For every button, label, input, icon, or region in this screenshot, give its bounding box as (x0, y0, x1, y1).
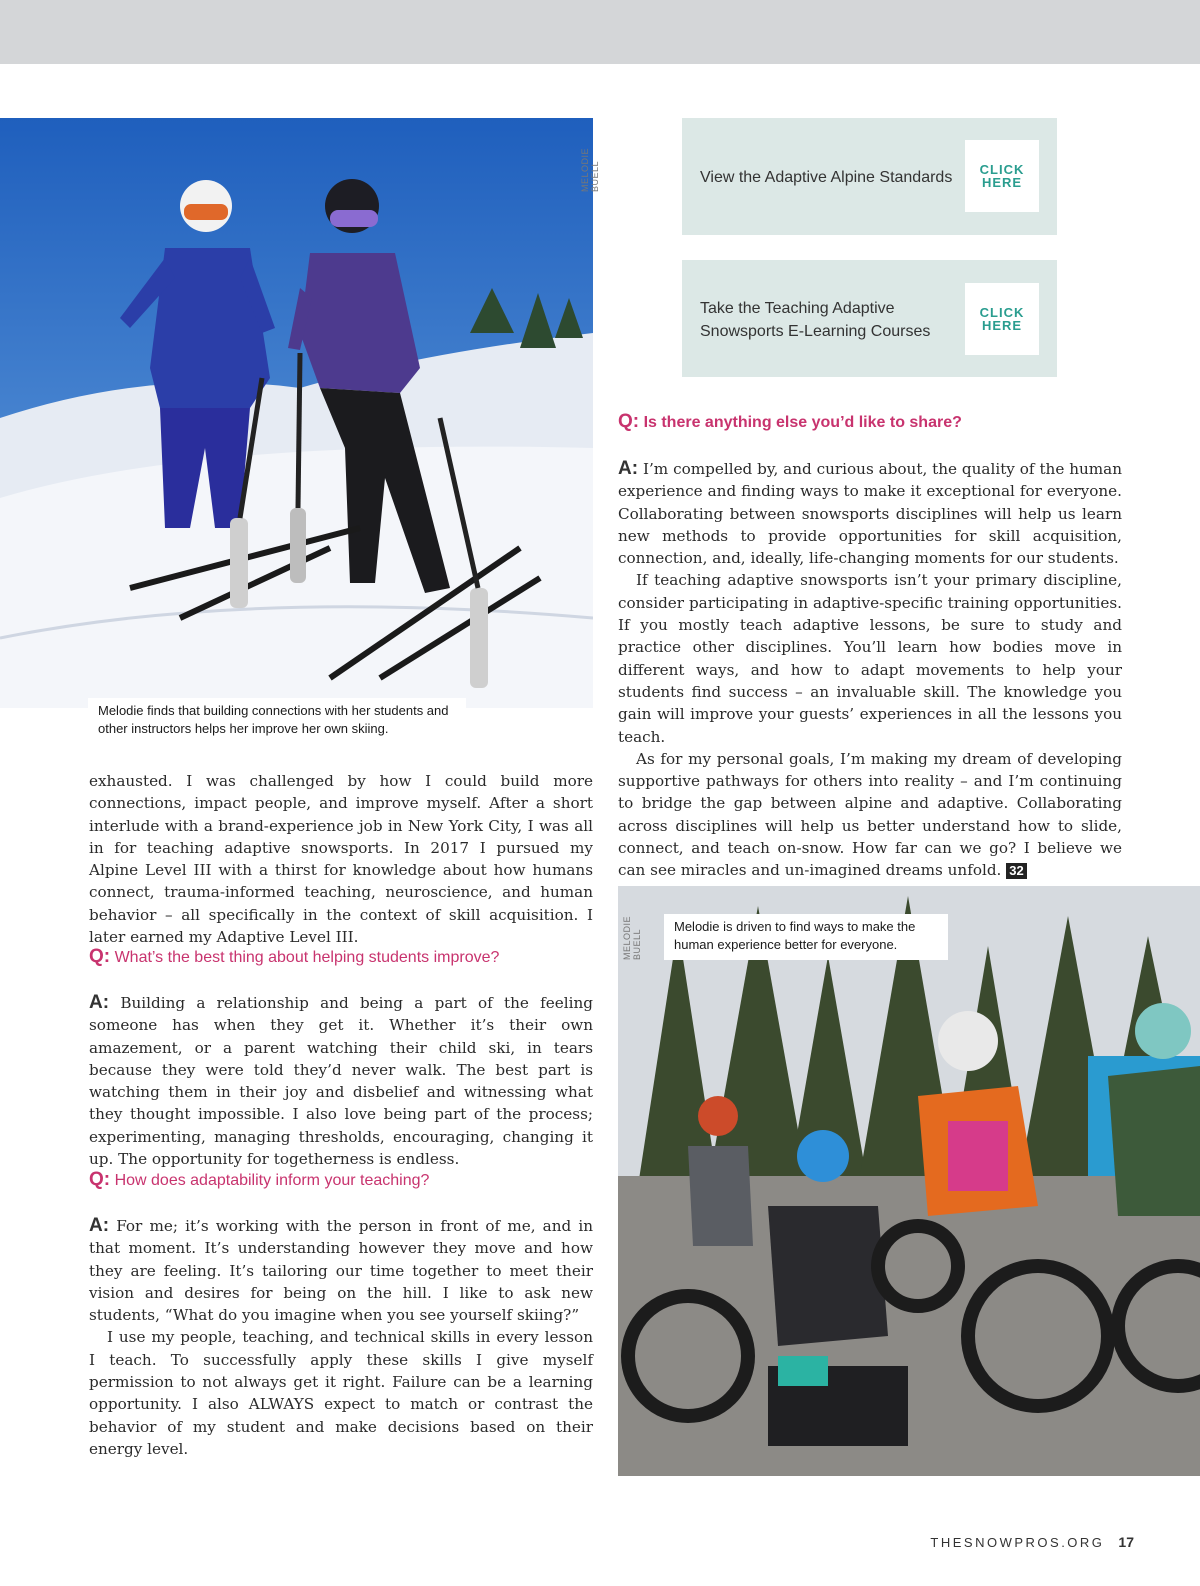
q-label: Q: (89, 946, 111, 967)
answer-text-right (618, 458, 1122, 882)
paragraph: If teaching adaptive snowsports isn’t your primary discipline, consider participating in adaptive-specific training opportunities. If you mostly teach adaptive lessons, be sure to study and practice other disciplines. You’ll learn how bodies move in different ways, and how to adapt movements to help your students find success – an invaluable skill. The knowledge you gain will improve your guests’ experiences in all the lessons you teach. (618, 571, 1122, 746)
answer-text (89, 992, 593, 1170)
paragraph: I use my people, teaching, and technical skills in every lesson I teach. To successfully apply these skills I give myself permission to not always get it right. Failure can be a learning opportunity. I also ALWAYS expect to match or contrast the behavior of my student and make decisions based on their energy level. (89, 1328, 593, 1458)
photo-credit-bottom: MELODIE BUELL (622, 915, 642, 960)
q-label: Q: (618, 411, 640, 432)
answer-text (89, 1215, 593, 1460)
q-label: Q: (89, 1169, 111, 1190)
answer-body: Building a relationship and being a part of the feeling someone has when they get it. Whether it’s their own amazement, or a parent watching their child ski, in tears because they were told they’d never walk. The best part is watching them in their joy and disbelief and witnessing what they thought impossible. I also love being part of the process; experimenting, managing thresholds, encouraging, changing it up. The opportunity for togetherness is endless. (89, 994, 593, 1169)
a-label: A: (89, 1215, 110, 1236)
answer-body: I’m compelled by, and curious about, the quality of the human experience and finding ways to make it exceptional for everyone. Collaborating between snowsports disciplines will help us learn new methods to provide opportunities for skill acquisition, connection, and, ideally, life-changing moments for our students. (618, 460, 1123, 568)
question-heading (89, 1169, 429, 1191)
paragraph: As for my personal goals, I’m making my dream of developing supportive pathways for others into reality – and I’m continuing to bridge the gap between alpine and adaptive. Collaborating across disciplines will help us better understand how to slide, connect, and teach on-snow. How far can we go? I believe we can see miracles and un-imagined dreams unfold. (618, 749, 1122, 880)
cta-text: Take the Teaching Adaptive Snowsports E-Learning Courses (700, 300, 931, 340)
top-bar (0, 0, 1200, 64)
bike-photo (618, 886, 1200, 1476)
answer-body: For me; it’s working with the person in front of me, and in that moment. It’s understanding however they move and how they are feeling. It’s tailoring our time together to meet their vision and desires for being on the hill. I like to ask new students, “What do you imagine when you see yourself skiing?” (89, 1217, 593, 1325)
a-label: A: (618, 458, 639, 479)
cta-box-e-learning (682, 260, 1057, 377)
click-here-button[interactable]: CLICK HERE (965, 283, 1039, 355)
question-heading (89, 946, 499, 968)
cta-box-alpine-standards (682, 118, 1057, 235)
a-label: A: (89, 992, 110, 1013)
q-text: What’s the best thing about helping students improve? (114, 949, 500, 966)
cta-text: View the Adaptive Alpine Standards (700, 169, 953, 186)
photo-caption-top: Melodie finds that building connections with her students and other instructors helps her improve her own skiing. (88, 698, 466, 744)
ski-photo (0, 118, 593, 708)
end-mark: 32 (1006, 863, 1026, 879)
page-number: 17 (1118, 1534, 1134, 1550)
paragraph-continued: exhausted. I was challenged by how I could build more connections, impact people, and improve myself. After a short interlude with a brand-experience job in New York City, I was all in for teaching adaptive snowsports. In 2017 I pursued my Alpine Level III with a thirst for knowledge about how humans connect, trauma-informed teaching, neuroscience, and human behavior – all specifically in the context of skill acquisition. I later earned my Adaptive Level III. (89, 772, 593, 947)
click-here-button[interactable]: CLICK HERE (965, 140, 1039, 212)
q-text: Is there anything else you’d like to share? (643, 414, 962, 431)
photo-credit-top: MELODIE BUELL (580, 147, 600, 192)
photo-caption-bottom: Melodie is driven to find ways to make the human experience better for everyone. (664, 914, 948, 960)
site-link[interactable]: THESNOWPROS.ORG (930, 1535, 1105, 1550)
page-footer (930, 1534, 1134, 1550)
question-heading (618, 411, 962, 433)
q-text: How does adaptability inform your teaching? (114, 1172, 430, 1189)
